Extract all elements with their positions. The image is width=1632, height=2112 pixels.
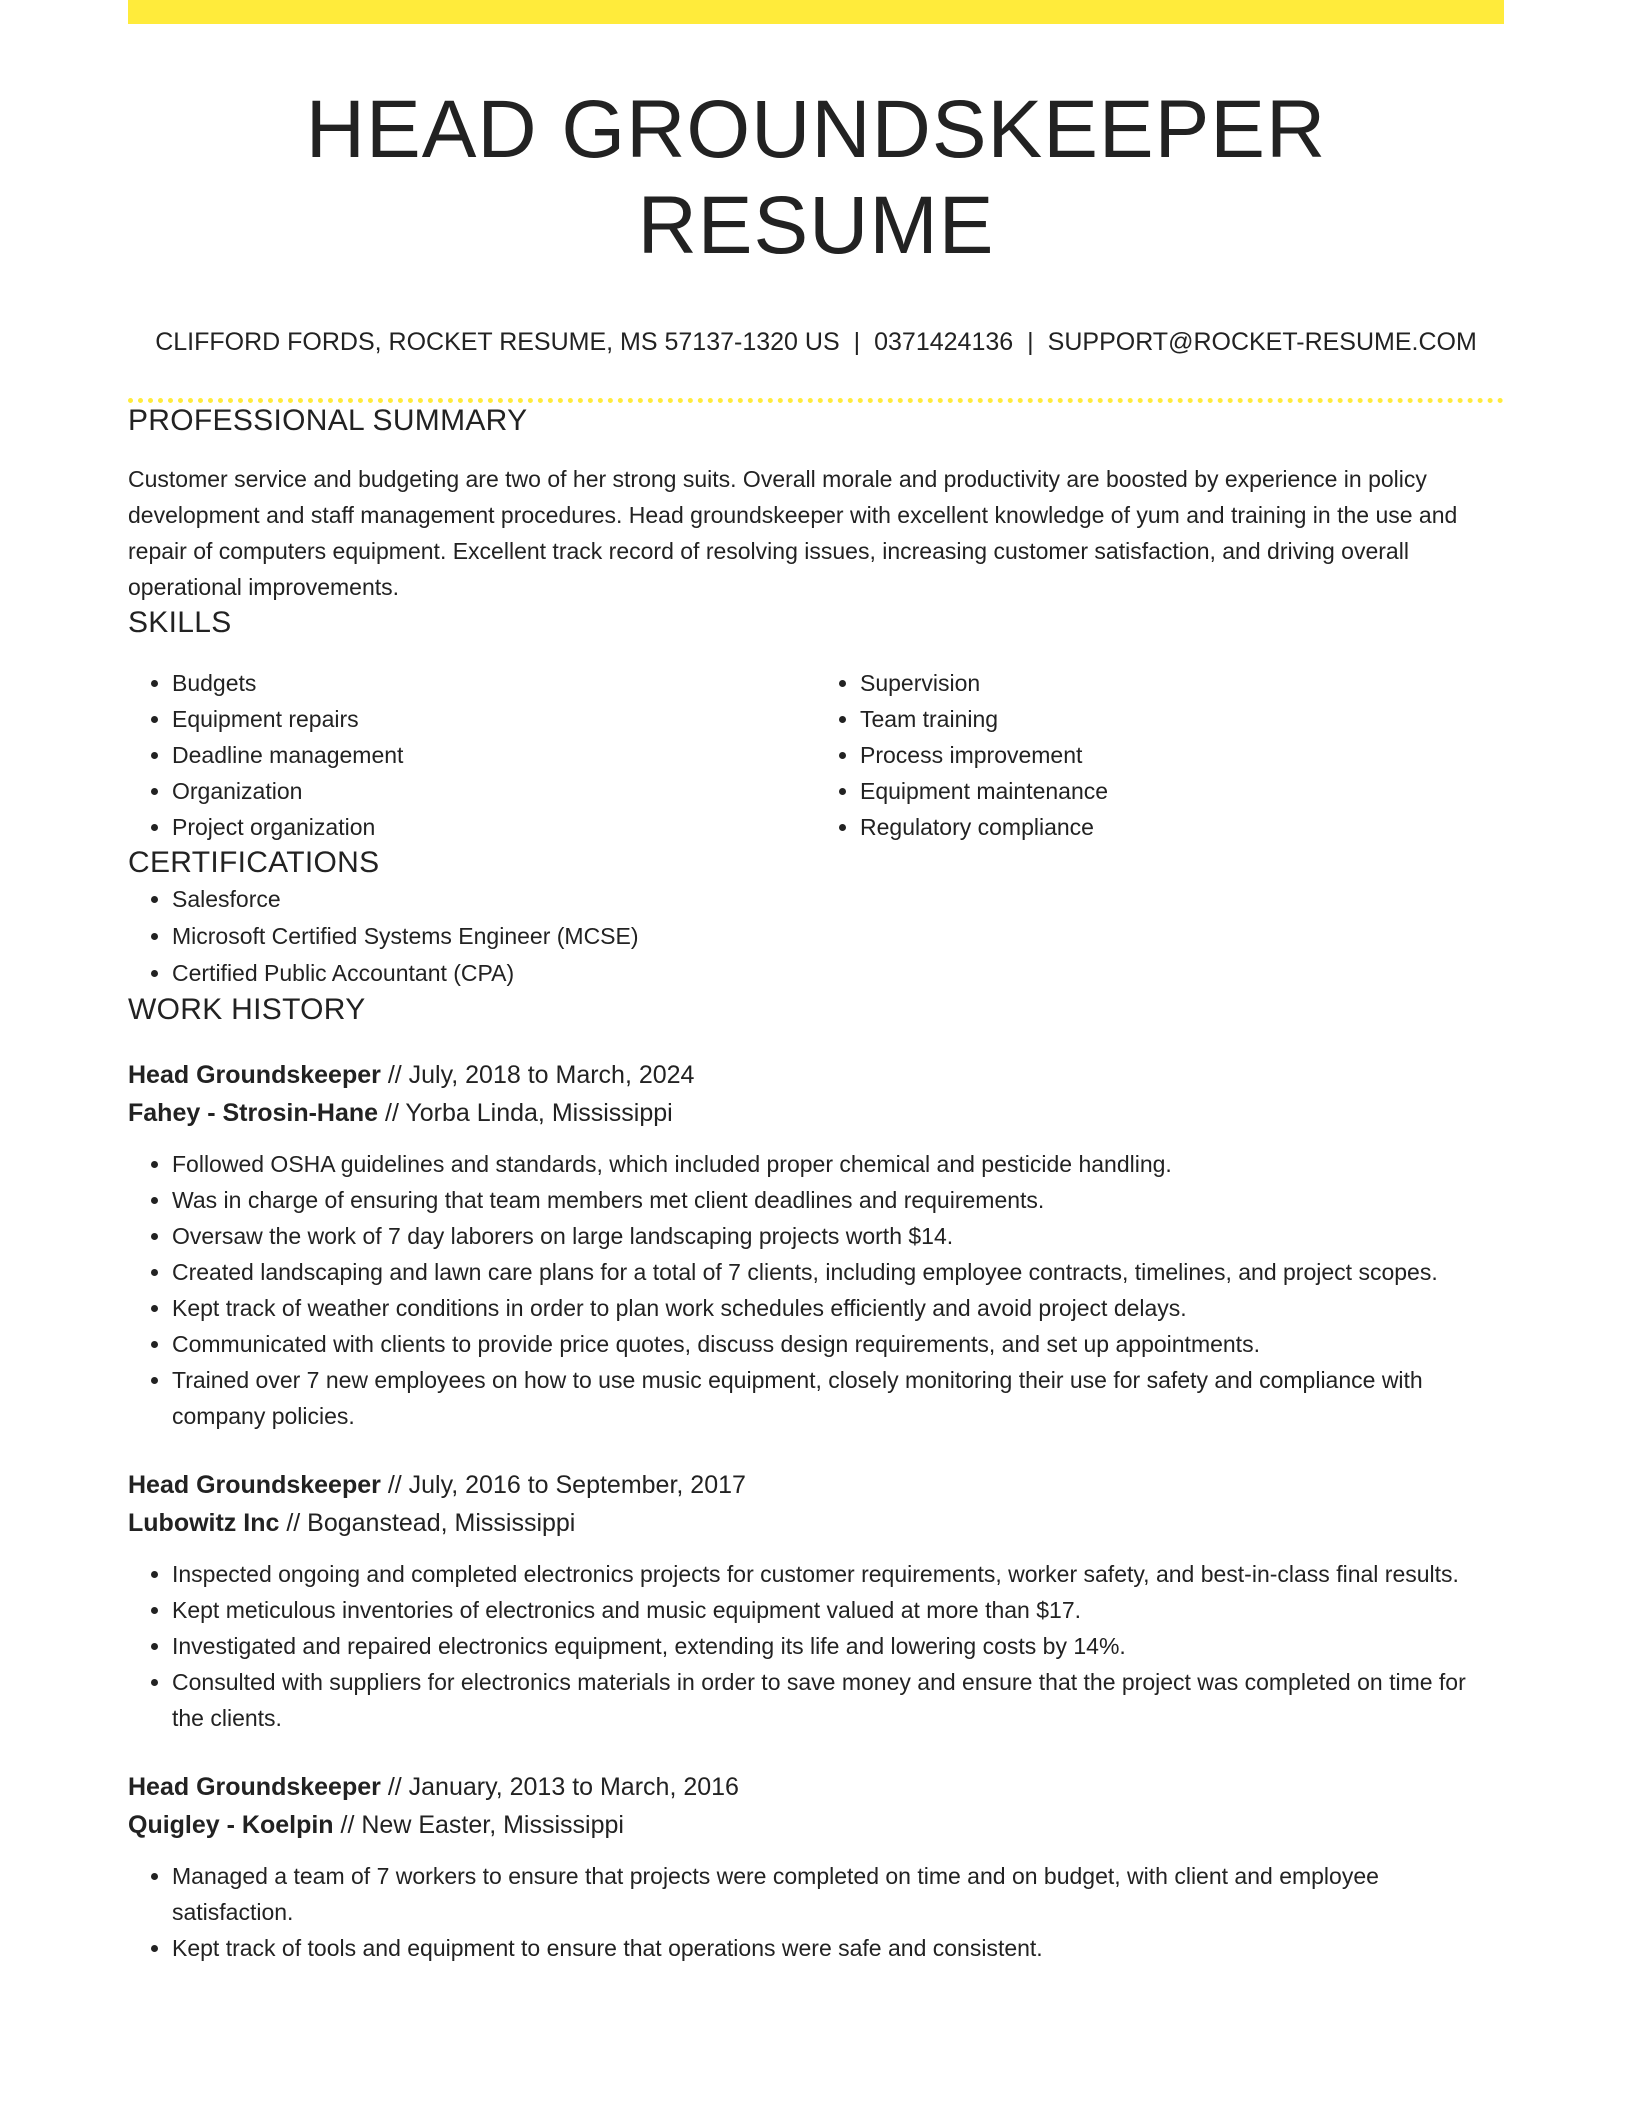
job-title: Head Groundskeeper xyxy=(128,1061,381,1089)
skill-item: • Deadline management xyxy=(172,737,816,773)
skills-list xyxy=(128,665,1504,845)
contact-phone: 0371424136 xyxy=(874,328,1014,356)
job-bullet: • Kept track of tools and equipment to ensure that operations were safe and consistent. xyxy=(172,1930,1504,1966)
certification-item: • Salesforce xyxy=(172,881,1504,918)
skills-heading: SKILLS xyxy=(128,606,232,639)
summary-text: Customer service and budgeting are two of her strong suits. Overall morale and productivity are boosted by experience in policy development and staff management procedures. Head groundskeeper with excellent knowledge of yum and training in the use and repair of computers equipment. Excellent track record of resolving issues, increasing customer satisfaction, and driving overall operational improvements. xyxy=(128,466,1458,600)
job-company-line xyxy=(128,1504,1504,1542)
job-bullet: • Oversaw the work of 7 day laborers on large landscaping projects worth $14. xyxy=(172,1218,1504,1254)
skills-right-column xyxy=(816,665,1504,845)
job-title-line xyxy=(128,1768,1504,1806)
resume-title: HEAD GROUNDSKEEPER RESUME xyxy=(305,84,1327,271)
job-bullets xyxy=(128,1146,1504,1434)
job-location: // Yorba Linda, Mississippi xyxy=(385,1099,673,1127)
job-title-line xyxy=(128,1466,1504,1504)
job-company: Quigley - Koelpin xyxy=(128,1811,334,1839)
job-location: // Boganstead, Mississippi xyxy=(286,1509,576,1537)
job-bullet: • Kept track of weather conditions in order to plan work schedules efficiently and avoid project delays. xyxy=(172,1290,1504,1326)
job-bullets xyxy=(128,1858,1504,1966)
job-entry xyxy=(128,1056,1504,1434)
job-bullet: • Managed a team of 7 workers to ensure that projects were completed on time and on budget, with client and employee satisfaction. xyxy=(172,1858,1504,1930)
skill-item: • Supervision xyxy=(860,665,1504,701)
certifications-heading: CERTIFICATIONS xyxy=(128,846,380,879)
job-bullet: • Consulted with suppliers for electronics materials in order to save money and ensure that the project was completed on time for the clients. xyxy=(172,1664,1504,1736)
job-bullet: • Communicated with clients to provide price quotes, discuss design requirements, and set up appointments. xyxy=(172,1326,1504,1362)
job-title: Head Groundskeeper xyxy=(128,1773,381,1801)
accent-bar xyxy=(128,0,1504,24)
job-bullet: • Trained over 7 new employees on how to use music equipment, closely monitoring their use for safety and compliance with company policies. xyxy=(172,1362,1504,1434)
contact-address: CLIFFORD FORDS, ROCKET RESUME, MS 57137-1320 US xyxy=(155,328,840,356)
job-title-line xyxy=(128,1056,1504,1094)
contact-email: SUPPORT@ROCKET-RESUME.COM xyxy=(1047,328,1477,356)
contact-separator: | xyxy=(853,328,861,356)
job-dates: // July, 2016 to September, 2017 xyxy=(387,1471,746,1499)
skill-item: • Process improvement xyxy=(860,737,1504,773)
job-entry xyxy=(128,1466,1504,1736)
job-dates: // January, 2013 to March, 2016 xyxy=(387,1773,739,1801)
summary-heading: PROFESSIONAL SUMMARY xyxy=(128,404,528,437)
contact-line xyxy=(128,326,1504,358)
skill-item: • Team training xyxy=(860,701,1504,737)
skills-left-column xyxy=(128,665,816,845)
job-title: Head Groundskeeper xyxy=(128,1471,381,1499)
skill-item: • Project organization xyxy=(172,809,816,845)
resume-page xyxy=(128,0,1504,1966)
job-entry xyxy=(128,1768,1504,1966)
certifications-list xyxy=(128,881,1504,992)
skill-item: • Organization xyxy=(172,773,816,809)
job-bullet: • Investigated and repaired electronics equipment, extending its life and lowering costs by 14%. xyxy=(172,1628,1504,1664)
job-location: // New Easter, Mississippi xyxy=(340,1811,624,1839)
job-company: Lubowitz Inc xyxy=(128,1509,280,1537)
job-bullet: • Followed OSHA guidelines and standards, which included proper chemical and pesticide handling. xyxy=(172,1146,1504,1182)
skill-item: • Regulatory compliance xyxy=(860,809,1504,845)
job-bullet: • Inspected ongoing and completed electronics projects for customer requirements, worker safety, and best-in-class final results. xyxy=(172,1556,1504,1592)
job-bullet: • Kept meticulous inventories of electronics and music equipment valued at more than $17. xyxy=(172,1592,1504,1628)
skill-item: • Equipment maintenance xyxy=(860,773,1504,809)
skill-item: • Budgets xyxy=(172,665,816,701)
job-company-line xyxy=(128,1094,1504,1132)
certification-item: • Microsoft Certified Systems Engineer (MCSE) xyxy=(172,918,1504,955)
job-dates: // July, 2018 to March, 2024 xyxy=(387,1061,695,1089)
job-bullet: • Created landscaping and lawn care plans for a total of 7 clients, including employee contracts, timelines, and project scopes. xyxy=(172,1254,1504,1290)
job-company-line xyxy=(128,1806,1504,1844)
skill-item: • Equipment repairs xyxy=(172,701,816,737)
job-bullet: • Was in charge of ensuring that team members met client deadlines and requirements. xyxy=(172,1182,1504,1218)
certification-item: • Certified Public Accountant (CPA) xyxy=(172,955,1504,992)
job-company: Fahey - Strosin-Hane xyxy=(128,1099,379,1127)
work-history-heading: WORK HISTORY xyxy=(128,993,366,1026)
job-bullets xyxy=(128,1556,1504,1736)
contact-separator: | xyxy=(1027,328,1034,356)
